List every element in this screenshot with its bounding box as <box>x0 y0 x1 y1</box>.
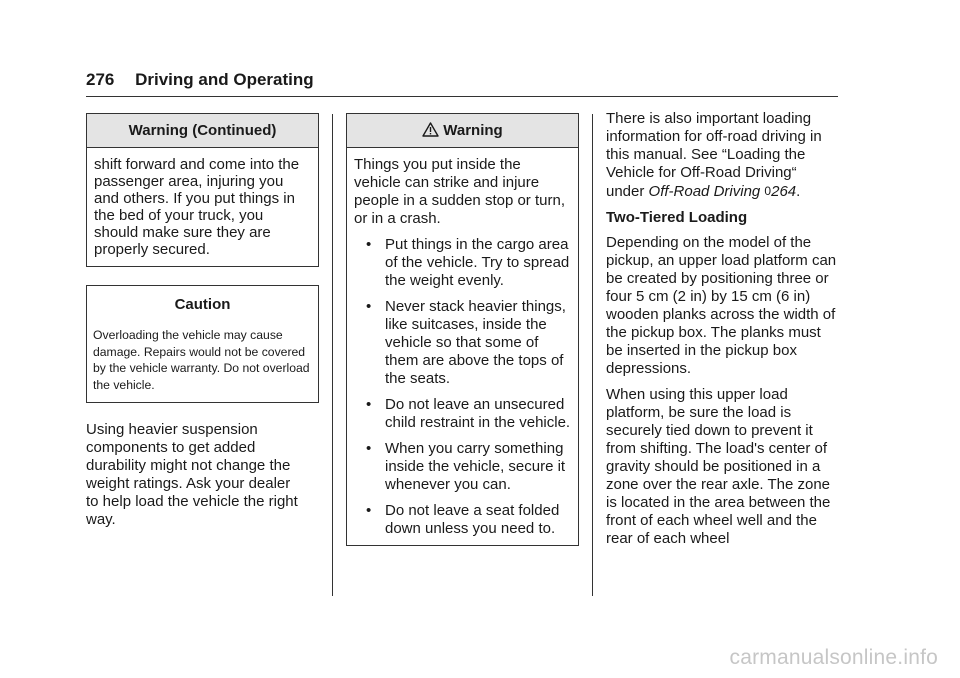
warning-bullet <box>354 298 571 388</box>
watermark: carmanualsonline.info <box>729 646 938 669</box>
warning-bullet <box>354 396 571 432</box>
caution-box <box>86 285 319 403</box>
suspension-paragraph: Using heavier suspension components to get added durability might not change the weight ratings. Ask your dealer to help load the vehicle the right way. <box>86 420 298 528</box>
warning-body <box>347 148 578 545</box>
caution-body: Overloading the vehicle may cause damage. Repairs would not be covered by the vehicle warranty. Do not overload the vehicle. <box>93 328 310 393</box>
column-2 <box>346 113 579 546</box>
bullet-text: Put things in the cargo area of the vehicle. Try to spread the weight evenly. <box>385 236 570 289</box>
warning-bullet <box>354 440 571 494</box>
section-title: Driving and Operating <box>135 70 314 89</box>
warning-continued-body: shift forward and come into the passenger area, injuring you and others. If you put things in the bed of your truck, you should make sure they are properly secured. <box>94 156 300 258</box>
offroad-ref-title: Off-Road Driving <box>648 183 761 200</box>
bullet-text: Do not leave an unsecured child restraint in the vehicle. <box>385 396 571 431</box>
warning-intro: Things you put inside the vehicle can strike and injure people in a sudden stop or turn, or in a crash. <box>354 156 565 227</box>
bullet-mark: • <box>366 502 372 519</box>
column-divider-1 <box>332 114 333 596</box>
warning-continued-box <box>86 113 319 267</box>
page-number: 276 <box>86 70 115 89</box>
offroad-text: There is also important loading information for off-road driving in this manual. See “Loading the Vehicle for Off-Road Driving“ under <box>606 110 822 200</box>
page-header <box>86 70 314 90</box>
offroad-suffix: . <box>796 183 801 200</box>
warning-bullet-list <box>354 236 571 538</box>
offroad-loading-paragraph <box>606 110 839 201</box>
warning-bullet <box>354 502 571 538</box>
column-divider-2 <box>592 114 593 596</box>
offroad-ref-page: 264 <box>771 183 797 200</box>
upper-platform-paragraph: When using this upper load platform, be sure the load is securely tied down to prevent it from shifting. The load's center of gravity should be positioned in a zone over the rear axle. The zone is located in the area between the front of each wheel well and the rear of each wheel <box>606 386 831 547</box>
warning-bullet <box>354 236 571 290</box>
warning-continued-title: Warning (Continued) <box>87 114 318 148</box>
column-3 <box>606 110 839 548</box>
warning-title <box>347 114 578 148</box>
warning-triangle-icon <box>422 122 439 137</box>
header-rule <box>86 96 838 97</box>
two-tiered-heading: Two-Tiered Loading <box>606 209 748 226</box>
page-reference-icon: 0 <box>764 184 772 198</box>
bullet-text: Do not leave a seat folded down unless you need to. <box>385 502 560 537</box>
bullet-mark: • <box>366 236 372 253</box>
bullet-text: Never stack heavier things, like suitcases, inside the vehicle so that some of them are above the tops of the seats. <box>385 298 566 387</box>
two-tiered-paragraph: Depending on the model of the pickup, an upper load platform can be created by positioning three or four 5 cm (2 in) by 15 cm (6 in) wooden planks across the width of the pickup box. The planks must be inserted in the pickup box depressions. <box>606 234 837 377</box>
column-1 <box>86 113 319 529</box>
caution-title: Caution <box>174 296 231 313</box>
bullet-mark: • <box>366 396 372 413</box>
bullet-mark: • <box>366 298 372 315</box>
bullet-mark: • <box>366 440 372 457</box>
bullet-text: When you carry something inside the vehicle, secure it whenever you can. <box>385 440 566 493</box>
warning-box <box>346 113 579 546</box>
warning-title-text: Warning <box>443 122 503 139</box>
